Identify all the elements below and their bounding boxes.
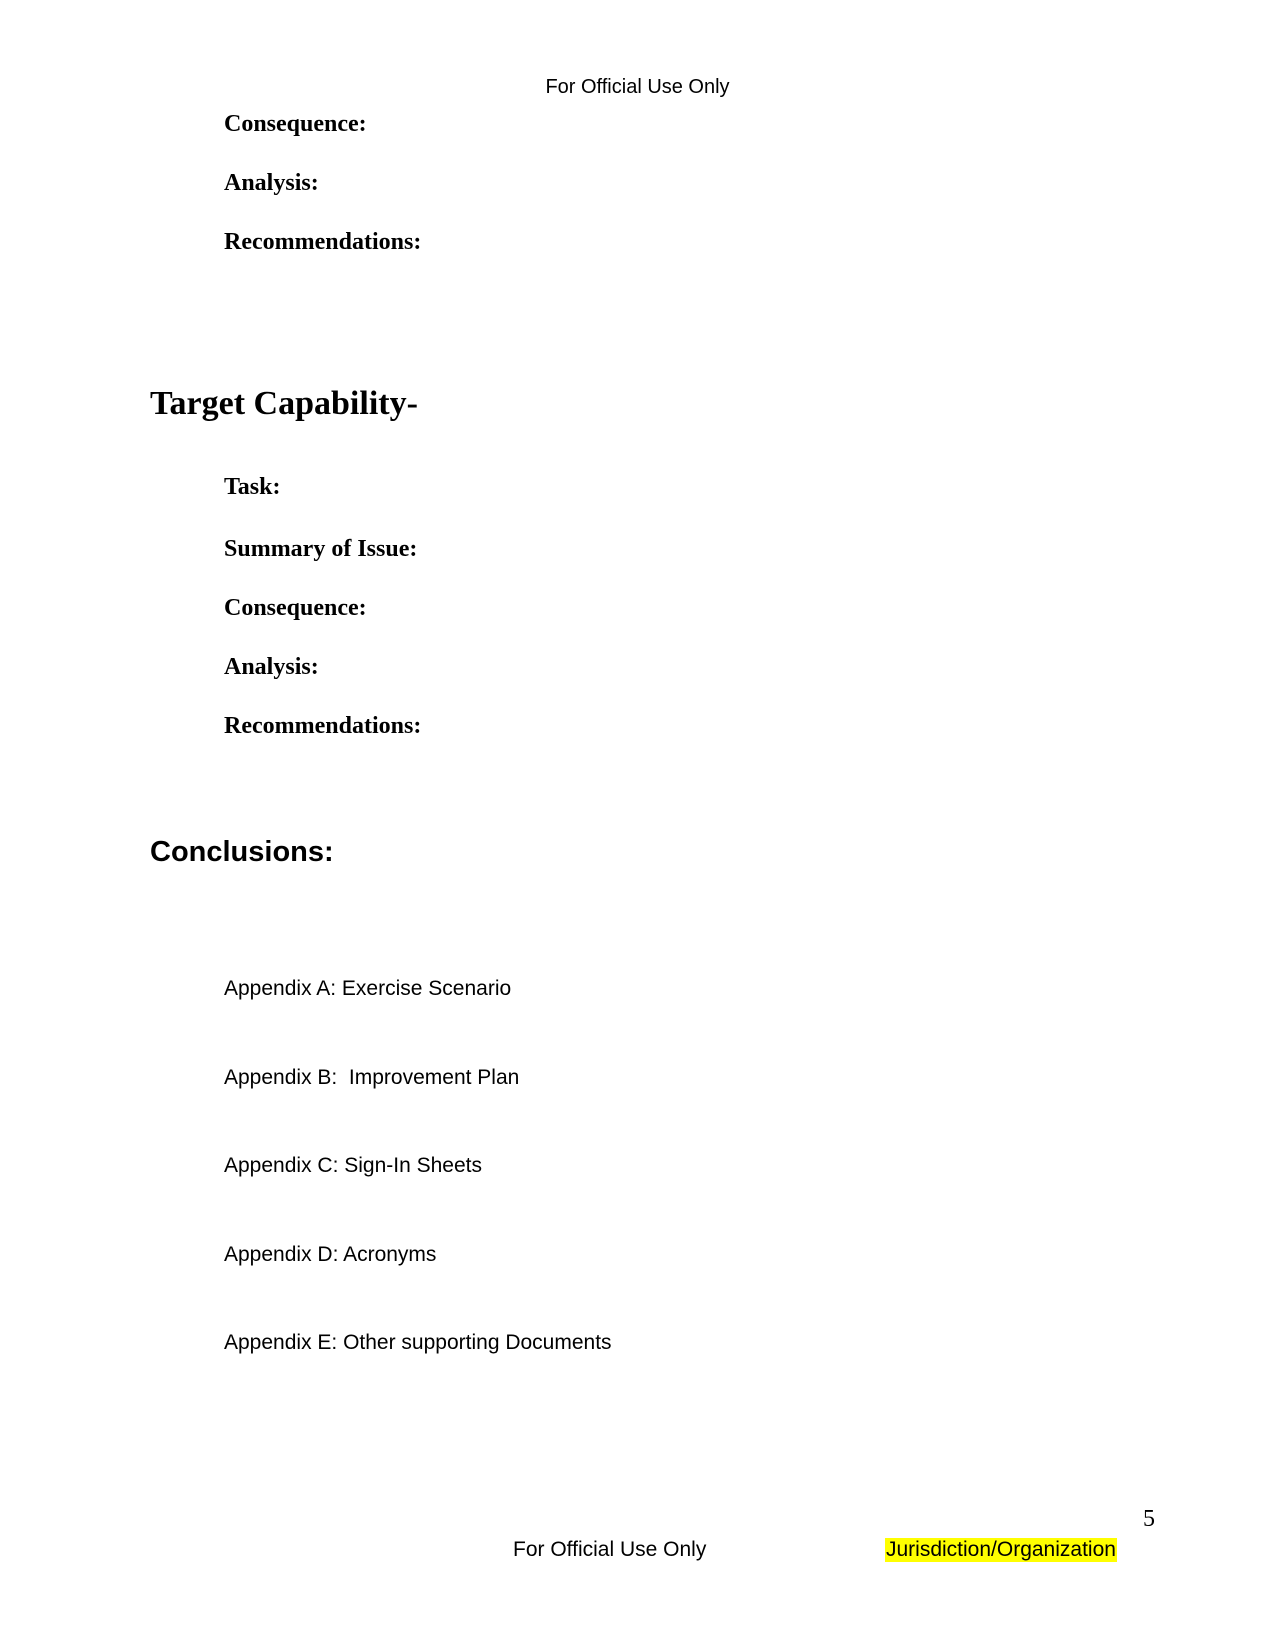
appendix-item: Appendix B: Improvement Plan (224, 1065, 520, 1089)
analysis-label: Analysis: (224, 170, 319, 196)
footer-marking: For Official Use Only (513, 1538, 707, 1561)
task-label: Task: (224, 474, 281, 500)
analysis-label-2: Analysis: (224, 654, 319, 680)
appendix-item: Appendix C: Sign-In Sheets (224, 1154, 482, 1177)
recommendations-label-2: Recommendations: (224, 713, 422, 739)
page-number: 5 (1143, 1506, 1155, 1532)
target-capability-heading: Target Capability- (150, 385, 418, 422)
appendix-item: Appendix E: Other supporting Documents (224, 1331, 612, 1354)
summary-of-issue-label: Summary of Issue: (224, 536, 418, 562)
recommendations-label: Recommendations: (224, 229, 422, 255)
footer-organization: Jurisdiction/Organization (886, 1538, 1116, 1561)
conclusions-heading: Conclusions: (150, 836, 334, 868)
consequence-label: Consequence: (224, 111, 367, 137)
consequence-label-2: Consequence: (224, 595, 367, 621)
header-marking: For Official Use Only (545, 76, 730, 98)
appendix-list (224, 915, 612, 1417)
appendix-item: Appendix D: Acronyms (224, 1242, 437, 1266)
appendix-item: Appendix A: Exercise Scenario (224, 977, 512, 1000)
